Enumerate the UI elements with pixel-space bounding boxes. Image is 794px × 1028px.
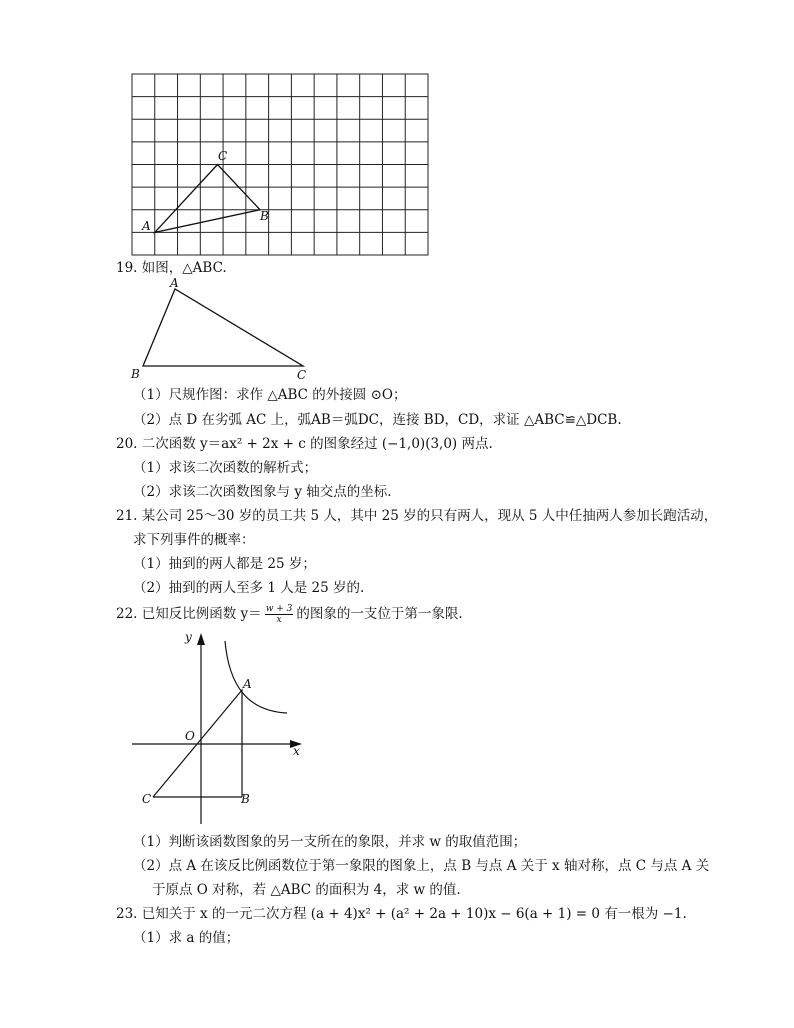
- coordinate-graph-figure: [125, 627, 310, 827]
- label-y: y: [185, 630, 192, 644]
- q20-part2: （2）求该二次函数图象与 y 轴交点的坐标.: [133, 484, 392, 500]
- q23-part1: （1）求 a 的值；: [133, 930, 240, 946]
- grid-triangle-figure: [125, 72, 435, 258]
- q22-prefix: 22. 已知反比例函数 y＝: [116, 606, 262, 622]
- q19-part2: （2）点 D 在劣弧 AC 上，弧AB＝弧DC，连接 BD，CD，求证 △ABC≌△DCB.: [133, 412, 622, 428]
- q23-stem: 23. 已知关于 x 的一元二次方程 (a + 4)x² + (a² + 2a + 10)x − 6(a + 1) = 0 有一根为 −1.: [116, 906, 687, 922]
- q20-stem: 20. 二次函数 y＝ax² + 2x + c 的图象经过 (−1,0)(3,0) 两点.: [116, 436, 493, 452]
- label-b: B: [260, 209, 269, 223]
- fraction: [265, 604, 294, 625]
- hyperbola-branch: [225, 641, 287, 713]
- fraction-numerator: w + 3: [265, 604, 293, 614]
- label-b: B: [241, 792, 250, 806]
- triangle-abc: [155, 165, 260, 233]
- label-c: C: [218, 149, 228, 163]
- q22-part2-cont: 于原点 O 对称，若 △ABC 的面积为 4，求 w 的值.: [152, 882, 461, 898]
- q22-suffix: 的图象的一支位于第一象限.: [296, 606, 463, 622]
- q19-stem: 19. 如图，△ABC.: [116, 260, 227, 276]
- label-c: C: [297, 368, 307, 382]
- triangle-figure: [125, 277, 315, 382]
- label-x: x: [293, 744, 300, 758]
- label-o: O: [185, 729, 195, 743]
- q22-part1: （1）判断该函数图象的另一支所在的象限，并求 w 的取值范围；: [133, 834, 527, 850]
- q22-part2: （2）点 A 在该反比例函数位于第一象限的图象上，点 B 与点 A 关于 x 轴对称，点 C 与点 A 关: [133, 858, 710, 874]
- triangle-abc: [143, 289, 303, 366]
- label-a: A: [243, 677, 252, 691]
- label-a: A: [170, 277, 179, 290]
- q22-stem: [116, 604, 463, 625]
- q20-part1: （1）求该二次函数的解析式；: [133, 460, 318, 476]
- label-a: A: [142, 219, 151, 233]
- fraction-denominator: x: [276, 615, 282, 625]
- q21-stem: 21. 某公司 25～30 岁的员工共 5 人，其中 25 岁的只有两人，现从 5 人中任抽两人参加长跑活动，: [116, 508, 718, 524]
- q21-part1: （1）抽到的两人都是 25 岁；: [133, 556, 316, 572]
- q21-stem-cont: 求下列事件的概率：: [133, 532, 255, 548]
- label-c: C: [142, 792, 152, 806]
- q19-part1: （1）尺规作图：求作 △ABC 的外接圆 ⊙O；: [133, 387, 407, 403]
- y-axis-arrow: [197, 633, 205, 645]
- label-b: B: [131, 367, 140, 381]
- q21-part2: （2）抽到的两人至多 1 人是 25 岁的.: [133, 580, 365, 596]
